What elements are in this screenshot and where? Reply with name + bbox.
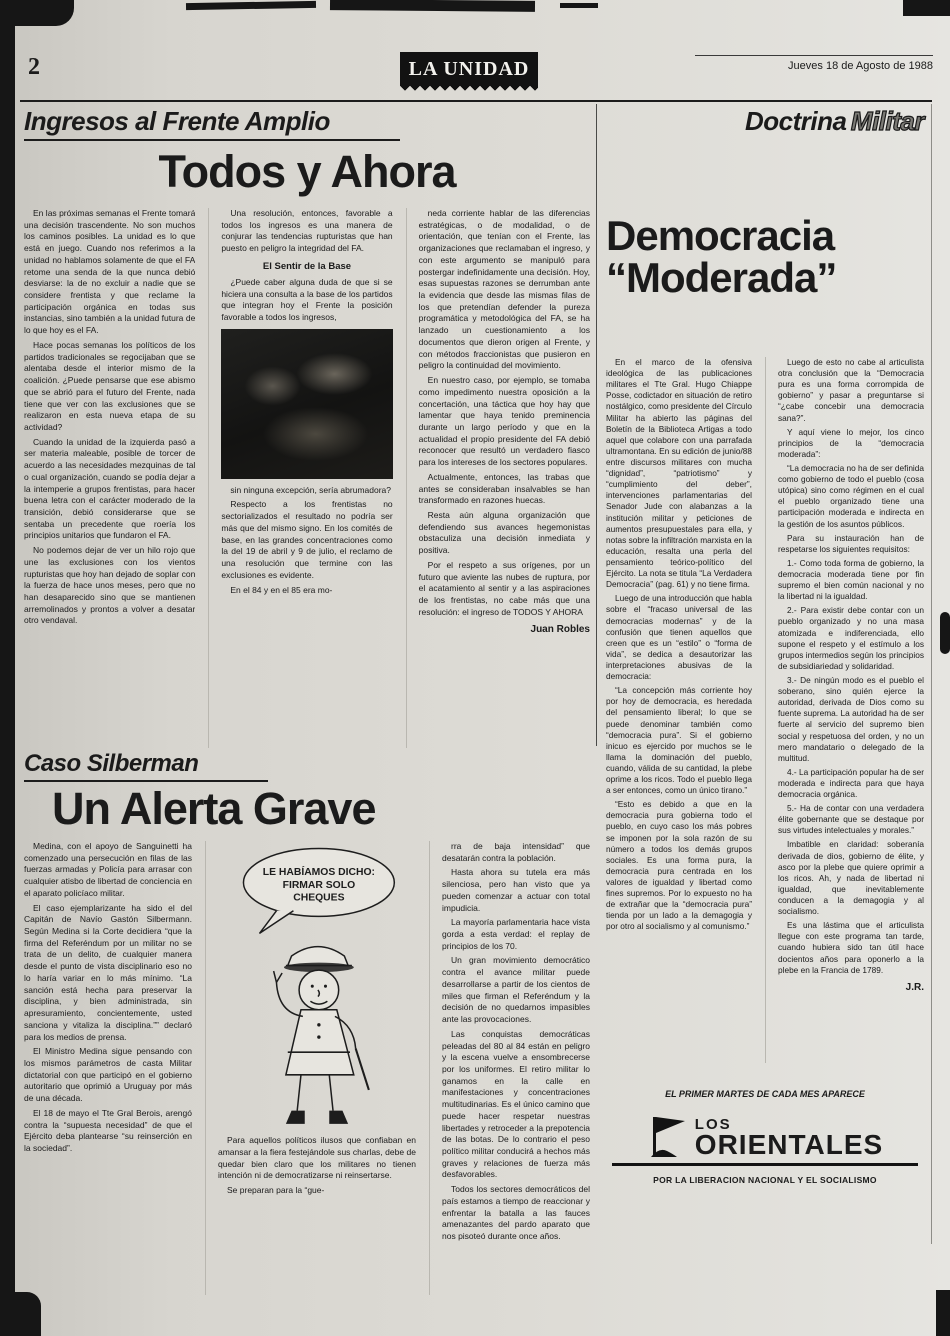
todos-column-3 xyxy=(406,208,590,748)
speech-bubble-line2: FIRMAR SOLO xyxy=(282,880,356,892)
silberman-column-3 xyxy=(429,841,590,1295)
orientales-promo xyxy=(606,1089,924,1185)
kicker-doctrina: Doctrina xyxy=(745,106,847,136)
scan-artifact xyxy=(936,1290,950,1336)
column-divider xyxy=(596,104,597,746)
paragraph: Luego de una introducción que habla sobre el “fracaso universal de las democracias modernas” y de la confusión que tienen aquellos que creen que es un “estilo” o “forma de vida”, se dedica a desautorizar las interpretaciones abusivas de la democracia: xyxy=(606,593,752,682)
masthead-title: LA UNIDAD xyxy=(400,52,538,86)
paragraph: En nuestro caso, por ejemplo, se tomaba como impedimento nuestra oposición a la concertación, una táctica que hoy hay que lamentar que haya tenido preminencia durante un largo período y que en la actualidad el propio presidente del FA debió reconocer que resultó un verdadero fiasco para los intereses de los sectores populares. xyxy=(418,375,590,468)
paragraph: Medina, con el apoyo de Sanguinetti ha comenzado una persecución en filas de las fuerzas armadas y Policía para arrasar con cualquier atisbo de libertad de conciencia en el aparato policíaco militar. xyxy=(24,841,192,898)
paragraph: 3.- De ningún modo es el pueblo el soberano, sino quién ejerce la autoridad, derivada de Dios como su fuente suprema. La autoridad ha de ser fuerte al servicio del supremo bien social y respetuosa del orden, y no un mero mandatario o delegado de la multitud. xyxy=(778,674,924,763)
logo-orientales: ORIENTALES xyxy=(694,1129,884,1161)
speech-bubble-line3: CHEQUES xyxy=(293,892,345,904)
paragraph: ¿Puede caber alguna duda de que si se hiciera una consulta a la base de los partidos que integran hoy el Frente la posición favorable a todos los ingresos, xyxy=(221,276,393,323)
scan-edge-strip xyxy=(0,0,15,1336)
article-democracia-moderada xyxy=(606,106,924,1185)
flag-fist-icon xyxy=(647,1113,689,1159)
paragraph: Cuando la unidad de la izquierda pasó a ser materia maleable, posible de torcer de acuerdo a las necesidades mezquinas de tal o cual organización, cuando se podía dejar a la intemperie a grupos frentistas, para hacer buena letra con el carácter moderado de la transición, debió considerarse que se sentaba un precedente que roería los principios unitarios que fundaron el FA. xyxy=(24,436,196,541)
column-divider-right xyxy=(931,104,932,1244)
paragraph: 1.- Como toda forma de gobierno, la democracia moderada tiene por fin supremo el bien común nacional y no la libertad ni la igualdad. xyxy=(778,557,924,602)
dateline: Jueves 18 de Agosto de 1988 xyxy=(695,55,933,72)
headline-un-alerta-grave: Un Alerta Grave xyxy=(52,783,376,834)
scan-artifact xyxy=(186,1,316,10)
headline-democracia-line1: Democracia xyxy=(606,212,835,259)
paragraph: 4.- La participación popular ha de ser moderada e indirecta para que haya democracia orgánica. xyxy=(778,766,924,800)
paragraph: Una resolución, entonces, favorable a todos los ingresos es una manera de conjurar las tendencias rupturistas que han puesto en peligro la integridad del FA. xyxy=(221,208,393,254)
scan-artifact xyxy=(940,612,950,654)
article-photo xyxy=(221,329,392,479)
headline-democracia-line2: “Moderada” xyxy=(606,254,837,301)
paragraph: El 18 de mayo el Tte Gral Berois, arengó contra la “supuesta necesidad” de que el Ejército deba plantearse “su reinserción en la sociedad”. xyxy=(24,1107,192,1153)
democracia-column-1 xyxy=(606,357,752,1063)
paragraph: El Ministro Medina sigue pensando con los mismos parámetros de casta Militar dictatorial con que participó en el gobierno autoritario que oprimió a Uruguay por más de una década. xyxy=(24,1046,192,1104)
scan-artifact xyxy=(330,0,535,12)
todos-col2-mid xyxy=(221,277,392,324)
todos-col2-top xyxy=(221,208,392,255)
orientales-logo xyxy=(612,1113,918,1166)
subhead-el-sentir-de-la-base: El Sentir de la Base xyxy=(262,260,352,272)
paragraph: Por el respeto a sus orígenes, por un futuro que aviente las nubes de ruptura, por el acatamiento al sentir y a las aspiraciones de los frentistas, no cabe más que una resolución: el ingreso de TODOS Y AHORA xyxy=(418,559,590,617)
promo-tagline-top: EL PRIMER MARTES DE CADA MES APARECE xyxy=(665,1089,865,1099)
paragraph: “La concepción más corriente hoy por hoy de democracia, es heredada del pensamiento liberal; lo que se puede denominar también como “democracia pura”. Si el gobierno inicuo es ejercido por muchos se le llama la dominación del pueblo, cuando, válida de su cantidad, la plebe oprime a los ricos. Todo el pueblo llega a ser entonces, como un único tirano.” xyxy=(606,685,752,796)
paragraph: Un gran movimiento democrático contra el avance militar puede desarrollarse a partir de los cientos de miles que firman el Referéndum y la decisión de no quedarnos impasibles ante las provocaciones. xyxy=(442,955,590,1025)
todos-column-2 xyxy=(208,208,392,748)
headline-todos-y-ahora: Todos y Ahora xyxy=(158,146,456,197)
paragraph: 5.- Ha de contar con una verdadera élite gobernante que se destaque por sus virtudes intelectuales y morales.” xyxy=(778,803,924,836)
scan-artifact xyxy=(15,1292,41,1336)
paragraph: Las conquistas democráticas peleadas del 80 al 84 están en peligro y la escena vuelve a ensombrecerse por los uniformes. El retiro militar lo ganamos en la calle en manifestaciones y concentraciones multitudinarias. Es el único camino que puede hacer respetar nuestras libertades y retroceder a la prepotencia de las botas. De lo contrario el peso político militar conducirá a hechos más graves y relaciones de fuerza más desfavorables. xyxy=(442,1028,590,1180)
promo-tagline-bottom: POR LA LIBERACION NACIONAL Y EL SOCIALISMO xyxy=(653,1175,877,1185)
paragraph: Se preparan para la “gue- xyxy=(227,1185,325,1196)
headline-democracia xyxy=(606,212,924,301)
paragraph: En el 84 y en el 85 era mo- xyxy=(230,584,333,595)
paragraph: Hasta ahora su tutela era más silenciosa, pero han visto que ya pueden comenzar a actuar con total impudicia. xyxy=(442,867,590,913)
paragraph: En el marco de la ofensiva ideológica de las publicaciones militares el Tte Gral. Hugo Chiappe Posse, codictador en situación de retiro nostálgico, como presidente del Círculo Militar ha abierto las páginas del Boletín de la Biblioteca Artigas a todo aquel que colabore con una parrafada ultramontana. En su edición de junio/88 entre discursos militares con mucha “dignidad”, “patriotismo” y “cumplimiento del deber”, intervenciones parlamentarias del Senador Jude con alabanzas a la institución militar y peticiones de aumentos presupuestales para ella, y notas sobre la infiltración marxista en la educación, resalta una perla del pensamiento teórico-político del Ejército. La nota se titula “La Verdadera Democracia” (pag. 61) y no tiene firma. xyxy=(606,357,752,590)
paragraph: La mayoría parlamentaria hace vista gorda a esta verdad: el replay de principios de los 70. xyxy=(442,917,590,951)
cartoon-illustration xyxy=(218,841,416,1135)
scan-artifact xyxy=(0,0,74,26)
byline-juan-robles: Juan Robles xyxy=(530,624,590,636)
paragraph: neda corriente hablar de las diferencias estratégicas, o de modalidad, o de orientación, que tenían con el Frente, las organizaciones que reclamaban el ingreso, y con este argumento se manipuló para postergar indefinidamente una decisión. Hoy, esas supuestas razones se derrumban ante la evidencia que desde las mismas filas de los que pretendían defender la pureza programática y metodológica del FA, se ha lanzado un cuestionamiento a los documentos que dieron origen al Frente, y con métodos fraccionistas que pusieron en peligro la continuidad del movimiento. xyxy=(418,208,590,371)
democracia-col2-text xyxy=(778,357,924,976)
masthead-ornament xyxy=(400,86,538,95)
democracia-column-2 xyxy=(765,357,924,1063)
silberman-column-2 xyxy=(205,841,416,1295)
speech-bubble-line1: LE HABÍAMOS DICHO: xyxy=(262,866,376,878)
paragraph: Resta aún alguna organización que defendiendo sus avances hegemonistas obstaculiza una decisión inmediata y positiva. xyxy=(418,509,590,556)
todos-column-1 xyxy=(24,208,195,748)
paragraph: “Esto es debido a que en la democracia pura gobierna todo el pueblo, en cuyo caso los más pobres se imponen por la sola razón de su número a todos los demás grupos sociales. Es una forma pura, la democracia pura centrada en los valores de igualdad y libertad como fines supremos. Por lo expuesto no ha de extrañar que la “democracia pura” tienda por un lado a la demagogia y por otro al socialismo y al comunismo.” xyxy=(606,799,752,932)
article-un-alerta-grave xyxy=(24,750,590,1295)
scan-artifact xyxy=(560,3,598,8)
paragraph: No podemos dejar de ver un hilo rojo que une las exclusiones con los vientos rupturistas que hoy han dejado de soplar con la fuerza de hace unos meses, pero que no han desaparecido sino que se mantienen arremolinados y prontos a volver a desatar otro vendaval. xyxy=(24,545,196,626)
paragraph: Para aquellos políticos ilusos que confiaban en amansar a la fiera festejándole sus charlas, debe de quedar bien claro que los militares no tienen intención ni de democratizarse ni reinsertarse. xyxy=(218,1135,416,1181)
article-todos-y-ahora xyxy=(24,106,590,748)
paragraph: Hace pocas semanas los políticos de los partidos tradicionales se regocijaban que se alentaba desde el interior mismo de la coalición. ¿Puede pensarse que ese abismo que se abrió para el futuro del Frente, nada tiene que ver con las exclusiones que se realizaron en esta nueva etapa de su actividad? xyxy=(24,339,196,432)
paragraph: Es una lástima que el articulista llegue con este programa tan tarde, cuando hubiera sido tan útil hace docientos años para oponerlo a la plebe en la Francia de 1789. xyxy=(778,920,924,975)
paragraph: Respecto a los frentistas no sectorializados el resultado no podría ser más que del mismo signo. En los comités de base, en las grandes concentraciones como la del 19 de abril y 9 de julio, el reclamo de una resolución que termine con las exclusiones es evidente. xyxy=(221,499,393,580)
paragraph: Imbatible en claridad: soberanía derivada de dios, gobierno de élite, y asco por la plebe que quiere oprimir a los ricos. Ah, y nada de libertad ni igualdad, que inevitablemente conducen a la demagogia y al socialismo. xyxy=(778,839,924,917)
paragraph: El caso ejemplarizante ha sido el del Capitán de Navío Gastón Silbermann. Según Medina si la Corte decidiera “que la firma del Referéndum por un militar no se trata de un delito, de cualquier manera desde el punto de vista disciplinario eso no lo haría variar en lo más mínimo. “La sanción está hecha para preservar la disciplina, y bien administrada, sin apresuramiento, concientemente, usted sanciona y vitaliza la disciplina.”” declaró para los medios de prensa. xyxy=(24,902,192,1042)
todos-col2-bottom xyxy=(221,485,392,596)
paragraph: Actualmente, entonces, las trabas que antes se consideraban insalvables se han transformado en razones huecas. xyxy=(418,471,590,506)
scan-artifact xyxy=(903,0,950,16)
paragraph: Y aquí viene lo mejor, los cinco principios de la “democracia moderada”: xyxy=(778,426,924,459)
orientales-logo-text xyxy=(695,1118,883,1159)
paragraph: Todos los sectores democráticos del país estamos a tiempo de reaccionar y enfrentar la batalla a las fauces amenazantes del pardo aparato que nos pisoteó durante once años. xyxy=(442,1184,590,1241)
silberman-col2-caption xyxy=(218,1135,416,1197)
paragraph: 2.- Para existir debe contar con un pueblo organizado y no una masa atomizada e indiferenciada, ello supone el respeto y el estímulo a los grupos intermedios según los principios de subsidiariedad y solidaridad. xyxy=(778,605,924,671)
kicker-caso-silberman: Caso Silberman xyxy=(24,750,268,782)
kicker-ingresos: Ingresos al Frente Amplio xyxy=(24,106,400,141)
signature-jr: J.R. xyxy=(905,981,924,993)
silberman-column-1 xyxy=(24,841,192,1295)
paragraph: Para su instauración han de respetarse los siguientes requisitos: xyxy=(778,532,924,554)
page-number: 2 xyxy=(28,54,40,80)
logo-los: LOS xyxy=(694,1116,732,1134)
todos-col3-text xyxy=(419,208,590,618)
masthead xyxy=(400,52,538,95)
kicker-militar: Militar xyxy=(850,106,924,136)
header-rule xyxy=(20,100,932,102)
paragraph: Luego de esto no cabe al articulista otra conclusión que la “Democracia pura es una forma corrompida de gobierno” y pasar a preguntarse si “¿cabe concebir una democracia sana?”. xyxy=(778,357,924,423)
paragraph: “La democracia no ha de ser definida como gobierno de todo el pueblo (cosa utópica) sino como régimen en el cual el pueblo organizado tiene una participación moderada e indirecta en la gestión de los asuntos públicos. xyxy=(778,462,924,529)
paragraph: sin ninguna excepción, sería abrumadora? xyxy=(230,484,391,495)
paragraph: rra de baja intensidad” que desatarán contra la población. xyxy=(442,841,590,863)
paragraph: En las próximas semanas el Frente tomará una decisión trascendente. No son muchos los caminos posibles. La unidad es lo que está en juego. Cuando nos referimos a la unidad no hablamos solamente de que el FA retome una senda de la que nunca debió desviarse: la de no excluir a nadie que se considere frentista y que reclame la participación orgánica en todas sus instancias, sino también a la unidad futura de lo que hoy es el FA. xyxy=(24,208,196,336)
